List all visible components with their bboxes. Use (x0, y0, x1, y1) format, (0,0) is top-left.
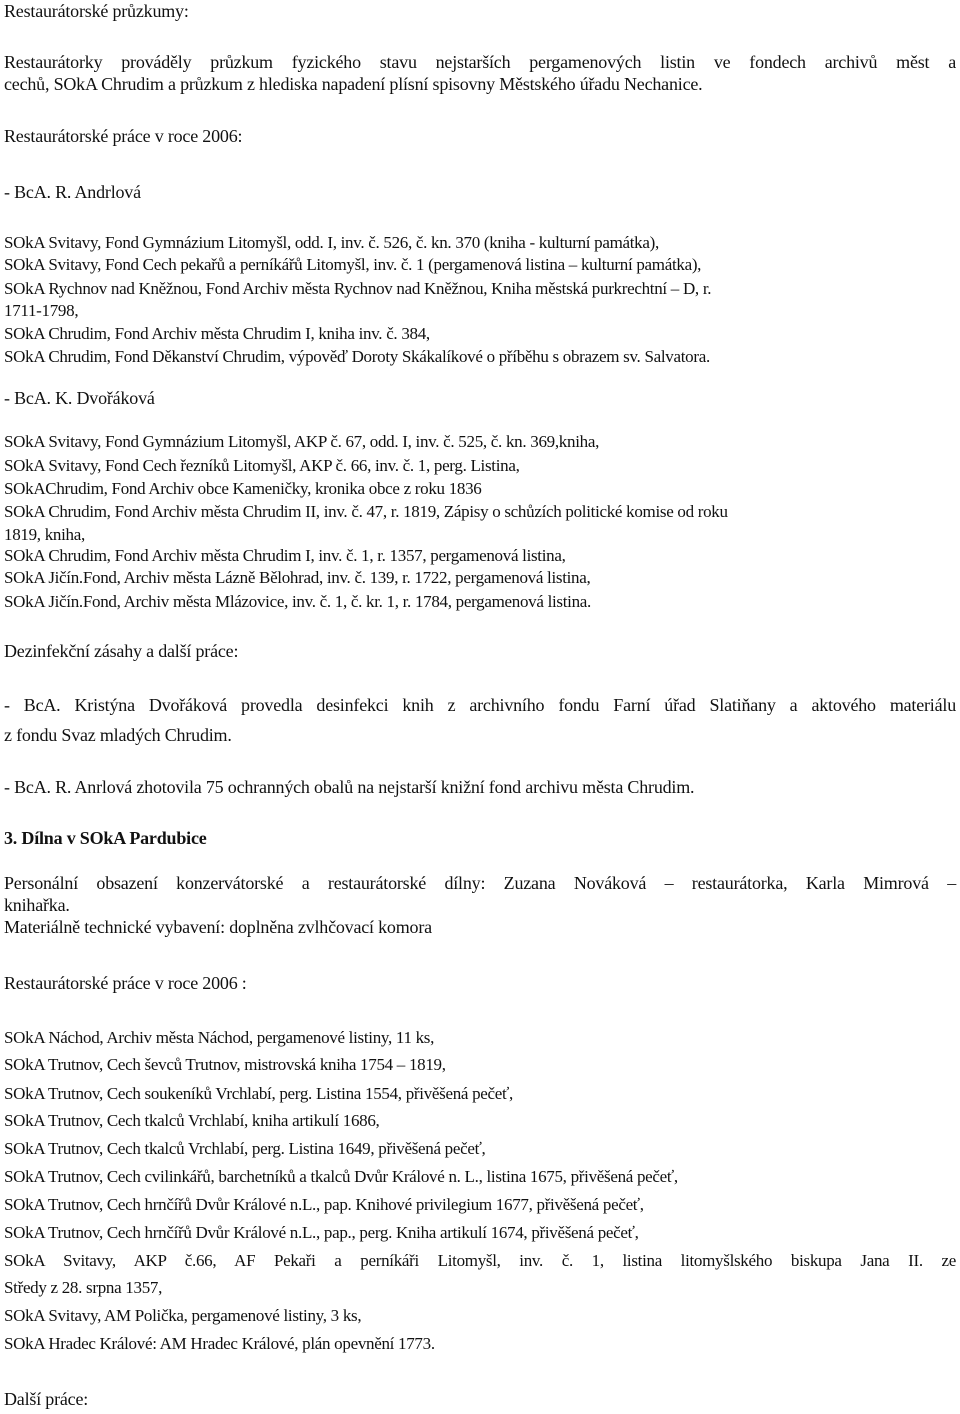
list-item: SOkAChrudim, Fond Archiv obce Kameničky, kronika obce z roku 1836 (4, 479, 482, 498)
list-item: SOkA Svitavy, Fond Gymnázium Litomyšl, odd. I, inv. č. 526, č. kn. 370 (kniha - kulturní památka), (4, 233, 659, 252)
list-item: SOkA Jičín.Fond, Archiv města Mlázovice, inv. č. 1, č. kr. 1, r. 1784, pergamenová listina. (4, 592, 591, 611)
list-item: SOkA Trutnov, Cech hrnčířů Dvůr Králové n.L., pap., perg. Kniha artikulí 1674, přivěšená pečeť, (4, 1223, 639, 1242)
list-item: SOkA Svitavy, Fond Gymnázium Litomyšl, AKP č. 67, odd. I, inv. č. 525, č. kn. 369,kniha, (4, 432, 600, 451)
list-item: SOkA Hradec Králové: AM Hradec Králové, plán opevnění 1773. (4, 1334, 435, 1353)
list-item: SOkA Chrudim, Fond Archiv města Chrudim I, kniha inv. č. 384, (4, 324, 430, 343)
list-item: SOkA Jičín.Fond, Archiv města Lázně Bělohrad, inv. č. 139, r. 1722, pergamenová listina, (4, 568, 591, 587)
section-title-pardubice-workshop: 3. Dílna v SOkA Pardubice (4, 828, 207, 848)
list-item: SOkA Trutnov, Cech cvilinkářů, barchetníků a tkalců Dvůr Králové n. L., listina 1675, přivěšená pečeť, (4, 1167, 678, 1186)
list-item: 1711-1798, (4, 301, 79, 320)
person-heading-andrlova: - BcA. R. Andrlová (4, 182, 141, 202)
list-item: SOkA Svitavy, AKP č.66, AF Pekaři a perníkáři Litomyšl, inv. č. 1, listina litomyšlského biskupa Jana II. ze (4, 1251, 956, 1270)
list-item: SOkA Trutnov, Cech ševců Trutnov, mistrovská kniha 1754 – 1819, (4, 1055, 446, 1074)
list-item: SOkA Náchod, Archiv města Náchod, pergamenové listiny, 11 ks, (4, 1028, 435, 1047)
section-heading-disinfection: Dezinfekční zásahy a další práce: (4, 641, 239, 661)
paragraph-line: knihařka. (4, 895, 70, 915)
list-item: 1819, kniha, (4, 525, 85, 544)
list-item: SOkA Rychnov nad Kněžnou, Fond Archiv města Rychnov nad Kněžnou, Kniha městská purkrechtní – D, r. (4, 279, 712, 298)
paragraph-line: - BcA. Kristýna Dvořáková provedla desinfekci knih z archivního fondu Farní úřad Slatiňany a aktového materiálu (4, 695, 956, 715)
list-item: SOkA Trutnov, Cech soukeníků Vrchlabí, perg. Listina 1554, přivěšená pečeť, (4, 1084, 513, 1103)
list-item: Středy z 28. srpna 1357, (4, 1278, 163, 1297)
section-heading-restoration-2006-pardubice: Restaurátorské práce v roce 2006 : (4, 973, 247, 993)
list-item: SOkA Svitavy, AM Polička, pergamenové listiny, 3 ks, (4, 1306, 362, 1325)
list-item: SOkA Chrudim, Fond Archiv města Chrudim I, inv. č. 1, r. 1357, pergamenová listina, (4, 546, 566, 565)
list-item: SOkA Chrudim, Fond Děkanství Chrudim, výpověď Doroty Skákalíkové o příběhu s obrazem sv. Salvatora. (4, 347, 710, 366)
paragraph-line: cechů, SOkA Chrudim a průzkum z hlediska napadení plísní spisovny Městského úřadu Nechanice. (4, 74, 703, 94)
list-item: SOkA Trutnov, Cech tkalců Vrchlabí, perg. Listina 1649, přivěšená pečeť, (4, 1139, 486, 1158)
section-heading-other-work: Další práce: (4, 1389, 89, 1409)
list-item: SOkA Svitavy, Fond Cech pekařů a perníkářů Litomyšl, inv. č. 1 (pergamenová listina – kulturní památka), (4, 255, 702, 274)
paragraph-line: z fondu Svaz mladých Chrudim. (4, 725, 232, 745)
paragraph-line: Materiálně technické vybavení: doplněna zvlhčovací komora (4, 917, 432, 937)
list-item: SOkA Svitavy, Fond Cech řezníků Litomyšl, AKP č. 66, inv. č. 1, perg. Listina, (4, 456, 520, 475)
section-heading-restoration-surveys: Restaurátorské průzkumy: (4, 1, 189, 21)
list-item: SOkA Trutnov, Cech tkalců Vrchlabí, kniha artikulí 1686, (4, 1111, 380, 1130)
paragraph-line: Restaurátorky prováděly průzkum fyzického stavu nejstarších pergamenových listin ve fondech archivů měst a (4, 52, 956, 72)
list-item: SOkA Chrudim, Fond Archiv města Chrudim II, inv. č. 47, r. 1819, Zápisy o schůzích politické komise od roku (4, 502, 728, 521)
section-heading-restoration-2006: Restaurátorské práce v roce 2006: (4, 126, 243, 146)
list-item: SOkA Trutnov, Cech hrnčířů Dvůr Králové n.L., pap. Knihové privilegium 1677, přivěšená pečeť, (4, 1195, 644, 1214)
paragraph-line: Personální obsazení konzervátorské a restaurátorské dílny: Zuzana Nováková – restaurátorka, Karla Mimrová – (4, 873, 956, 893)
person-heading-dvorakova: - BcA. K. Dvořáková (4, 388, 155, 408)
paragraph-line: - BcA. R. Anrlová zhotovila 75 ochranných obalů na nejstarší knižní fond archivu města Chrudim. (4, 777, 695, 797)
